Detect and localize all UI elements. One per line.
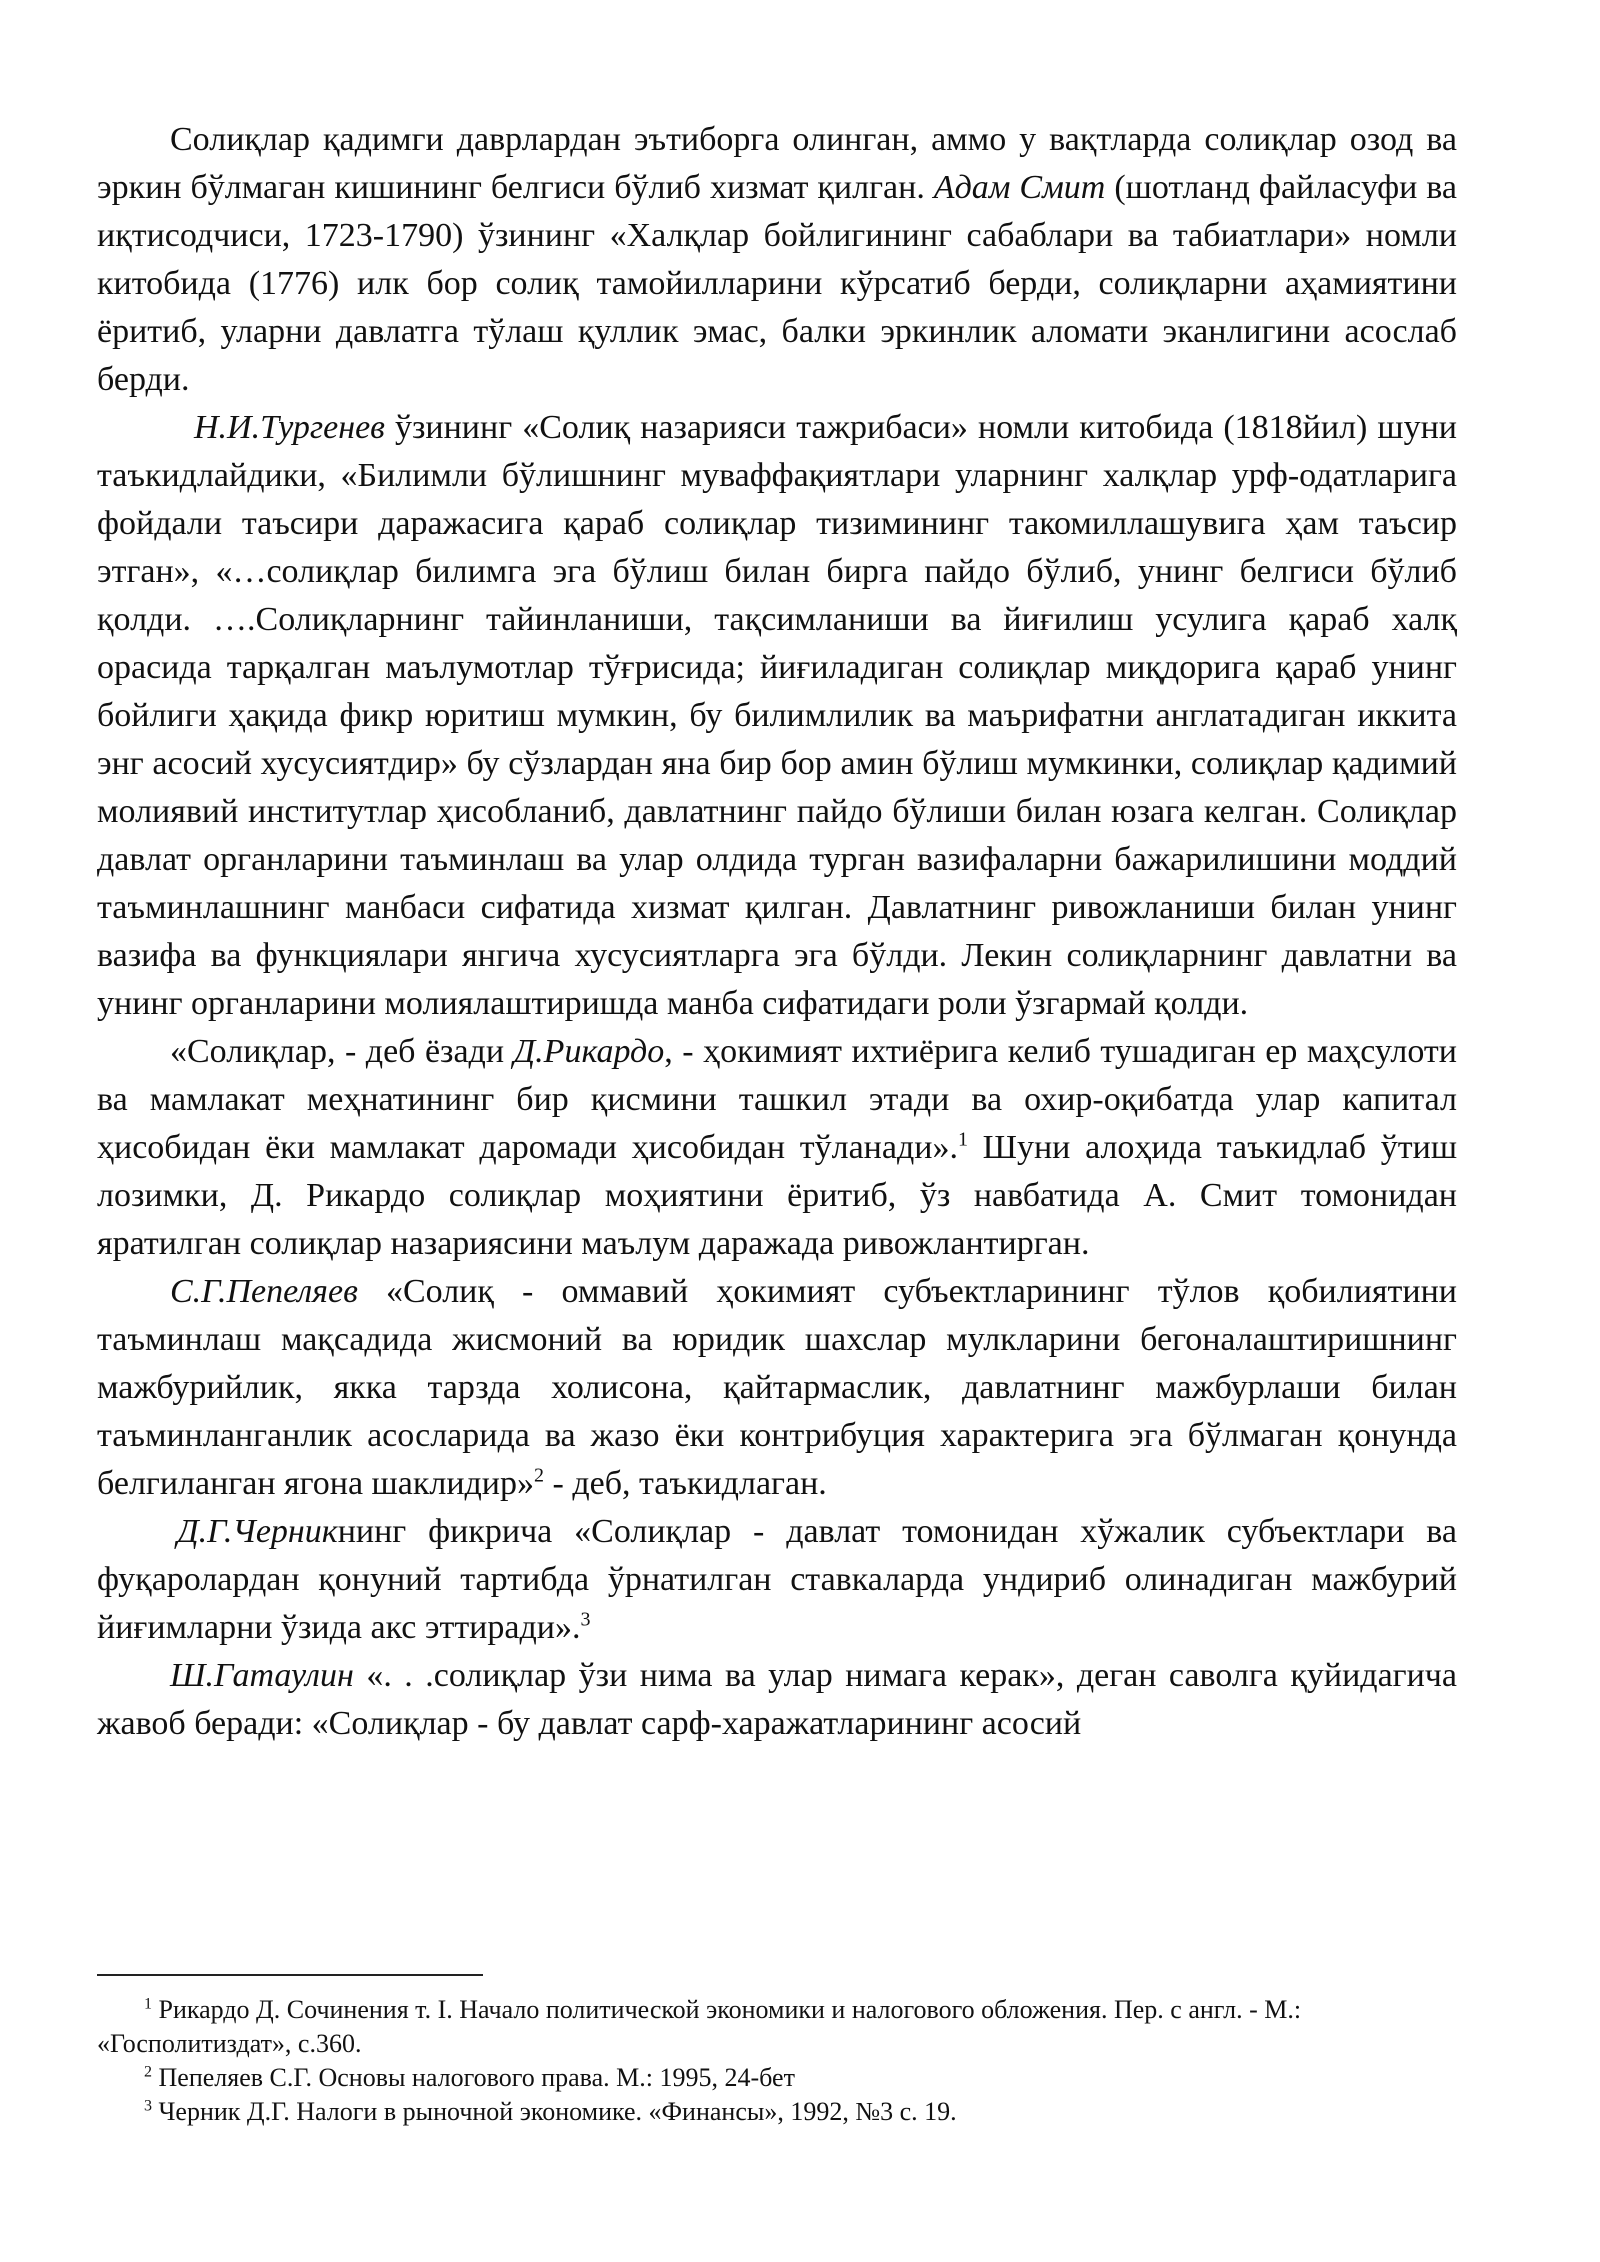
footnote-ref: 3 [580, 1608, 591, 1631]
text-run: «Солиқлар, - деб ёзади [170, 1033, 514, 1070]
footnotes [97, 1993, 1457, 2129]
footnote-text: Рикардо Д. Сочинения т. I. Начало политической экономики и налогового обложения. Пер. с англ. - М.: «Госполитиздат», с.360. [97, 1995, 1302, 2058]
author-name: С.Г.Пепеляев [170, 1273, 358, 1310]
author-name: Н.И.Тургенев [194, 409, 385, 446]
paragraph-turgenev [97, 404, 1457, 1028]
footnote-text: Пепеляев С.Г. Основы налогового права. М.: 1995, 24-бет [152, 2063, 795, 2092]
text-run: «Солиқ - оммавий ҳокимият субъектларининг тўлов қобилиятини таъминлаш мақсадида жисмоний ва юридик шахслар мулкларини бегоналаштиришнинг мажбурийлик, якка тарзда холисона, қайтармаслик, давлатнинг мажбурлаши билан таъминланганлик асосларида ва жазо ёки контрибуция характерига эга бўлмаган қонунда белгиланган ягона шаклидир» [97, 1273, 1457, 1502]
paragraph-gataulin [97, 1652, 1457, 1748]
text-run: Солиқлар қадимги даврлардан эътиборга олинган, аммо у вақтларда солиқлар озод ва эркин бўлмаган кишининг белгиси бўлиб хизмат қилган. [97, 121, 1457, 206]
footnote-text: Черник Д.Г. Налоги в рыночной экономике. «Финансы», 1992, №3 с. 19. [152, 2097, 957, 2126]
text-run: , - ҳокимият ихтиёрига келиб тушадиган ер маҳсулоти ва мамлакат меҳнатининг бир қисмини ташкил этади ва охир-оқибатда улар капитал ҳисобидан ёки мамлакат даромади ҳисобидан тўланади». [97, 1033, 1457, 1166]
text-run: Шуни алоҳида таъкидлаб ўтиш лозимки, Д. Рикардо солиқлар моҳиятини ёритиб, ўз навбатида А. Смит томонидан яратилган солиқлар назариясини маълум даражада ривожлантирган. [97, 1129, 1457, 1262]
footnote-3 [97, 2095, 1457, 2129]
text-run: «. . .солиқлар ўзи нима ва улар нимага керак», деган саволга қуйидагича жавоб беради: «Солиқлар - бу давлат сарф-харажатларининг асосий [97, 1657, 1457, 1742]
footnote-ref: 2 [534, 1464, 545, 1487]
footnote-1 [97, 1993, 1457, 2061]
author-name: Д.Рикардо [513, 1033, 665, 1070]
paragraph-chernik [97, 1508, 1457, 1652]
text-run: нинг фикрича «Солиқлар - давлат томонидан хўжалик субъектлари ва фуқаролардан қонуний тартибда ўрнатилган ставкаларда ундириб олинадиган мажбурий йиғимларни ўзида акс эттиради». [97, 1513, 1457, 1646]
paragraph-pepelyaev [97, 1268, 1457, 1508]
footnote-number: 1 [144, 1995, 152, 2013]
text-run: - деб, таъкидлаган. [544, 1465, 827, 1502]
document-body [97, 116, 1457, 1748]
paragraph-smith [97, 116, 1457, 404]
footnote-number: 3 [144, 2097, 152, 2115]
author-name: Д.Г.Черник [177, 1513, 338, 1550]
author-name: Адам Смит [933, 169, 1106, 206]
paragraph-ricardo [97, 1028, 1457, 1268]
footnote-separator [97, 1974, 483, 1976]
text-run: (шотланд файласуфи ва иқтисодчиси, 1723-1790) ўзининг «Халқлар бойлигининг сабаблари ва табиатлари» номли китобида (1776) илк бор солиқ тамойилларини кўрсатиб берди, солиқларни аҳамиятини ёритиб, уларни давлатга тўлаш қуллик эмас, балки эркинлик аломати эканлигини асослаб берди. [97, 169, 1457, 398]
author-name: Ш.Гатаулин [170, 1657, 354, 1694]
footnote-number: 2 [144, 2063, 152, 2081]
footnote-ref: 1 [957, 1128, 968, 1151]
text-run: ўзининг «Солиқ назарияси тажрибаси» номли китобида (1818йил) шуни таъкидлайдики, «Билимли бўлишнинг муваффақиятлари уларнинг халқлар урф-одатларига фойдали таъсири даражасига қараб солиқлар тизимининг такомиллашувига ҳам таъсир этган», «…солиқлар билимга эга бўлиш билан бирга пайдо бўлиб, унинг белгиси бўлиб қолди. ….Солиқларнинг тайинланиши, тақсимланиши ва йиғилиш усулига қараб халқ орасида тарқалган маълумотлар тўғрисида; йиғиладиган солиқлар миқдорига қараб унинг бойлиги ҳақида фикр юритиш мумкин, бу билимлилик ва маърифатни англатадиган иккита энг асосий хусусиятдир» бу сўзлардан яна бир бор амин бўлиш мумкинки, солиқлар қадимий молиявий институтлар ҳисобланиб, давлатнинг пайдо бўлиши билан юзага келган. Солиқлар давлат органларини таъминлаш ва улар олдида турган вазифаларни бажарилишини моддий таъминлашнинг манбаси сифатида хизмат қилган. Давлатнинг ривожланиши билан унинг вазифа ва функциялари янгича хусусиятларга эга бўлди. Лекин солиқларнинг давлатни ва унинг органларини молиялаштиришда манба сифатидаги роли ўзгармай қолди. [97, 409, 1457, 1022]
footnote-2 [97, 2061, 1457, 2095]
